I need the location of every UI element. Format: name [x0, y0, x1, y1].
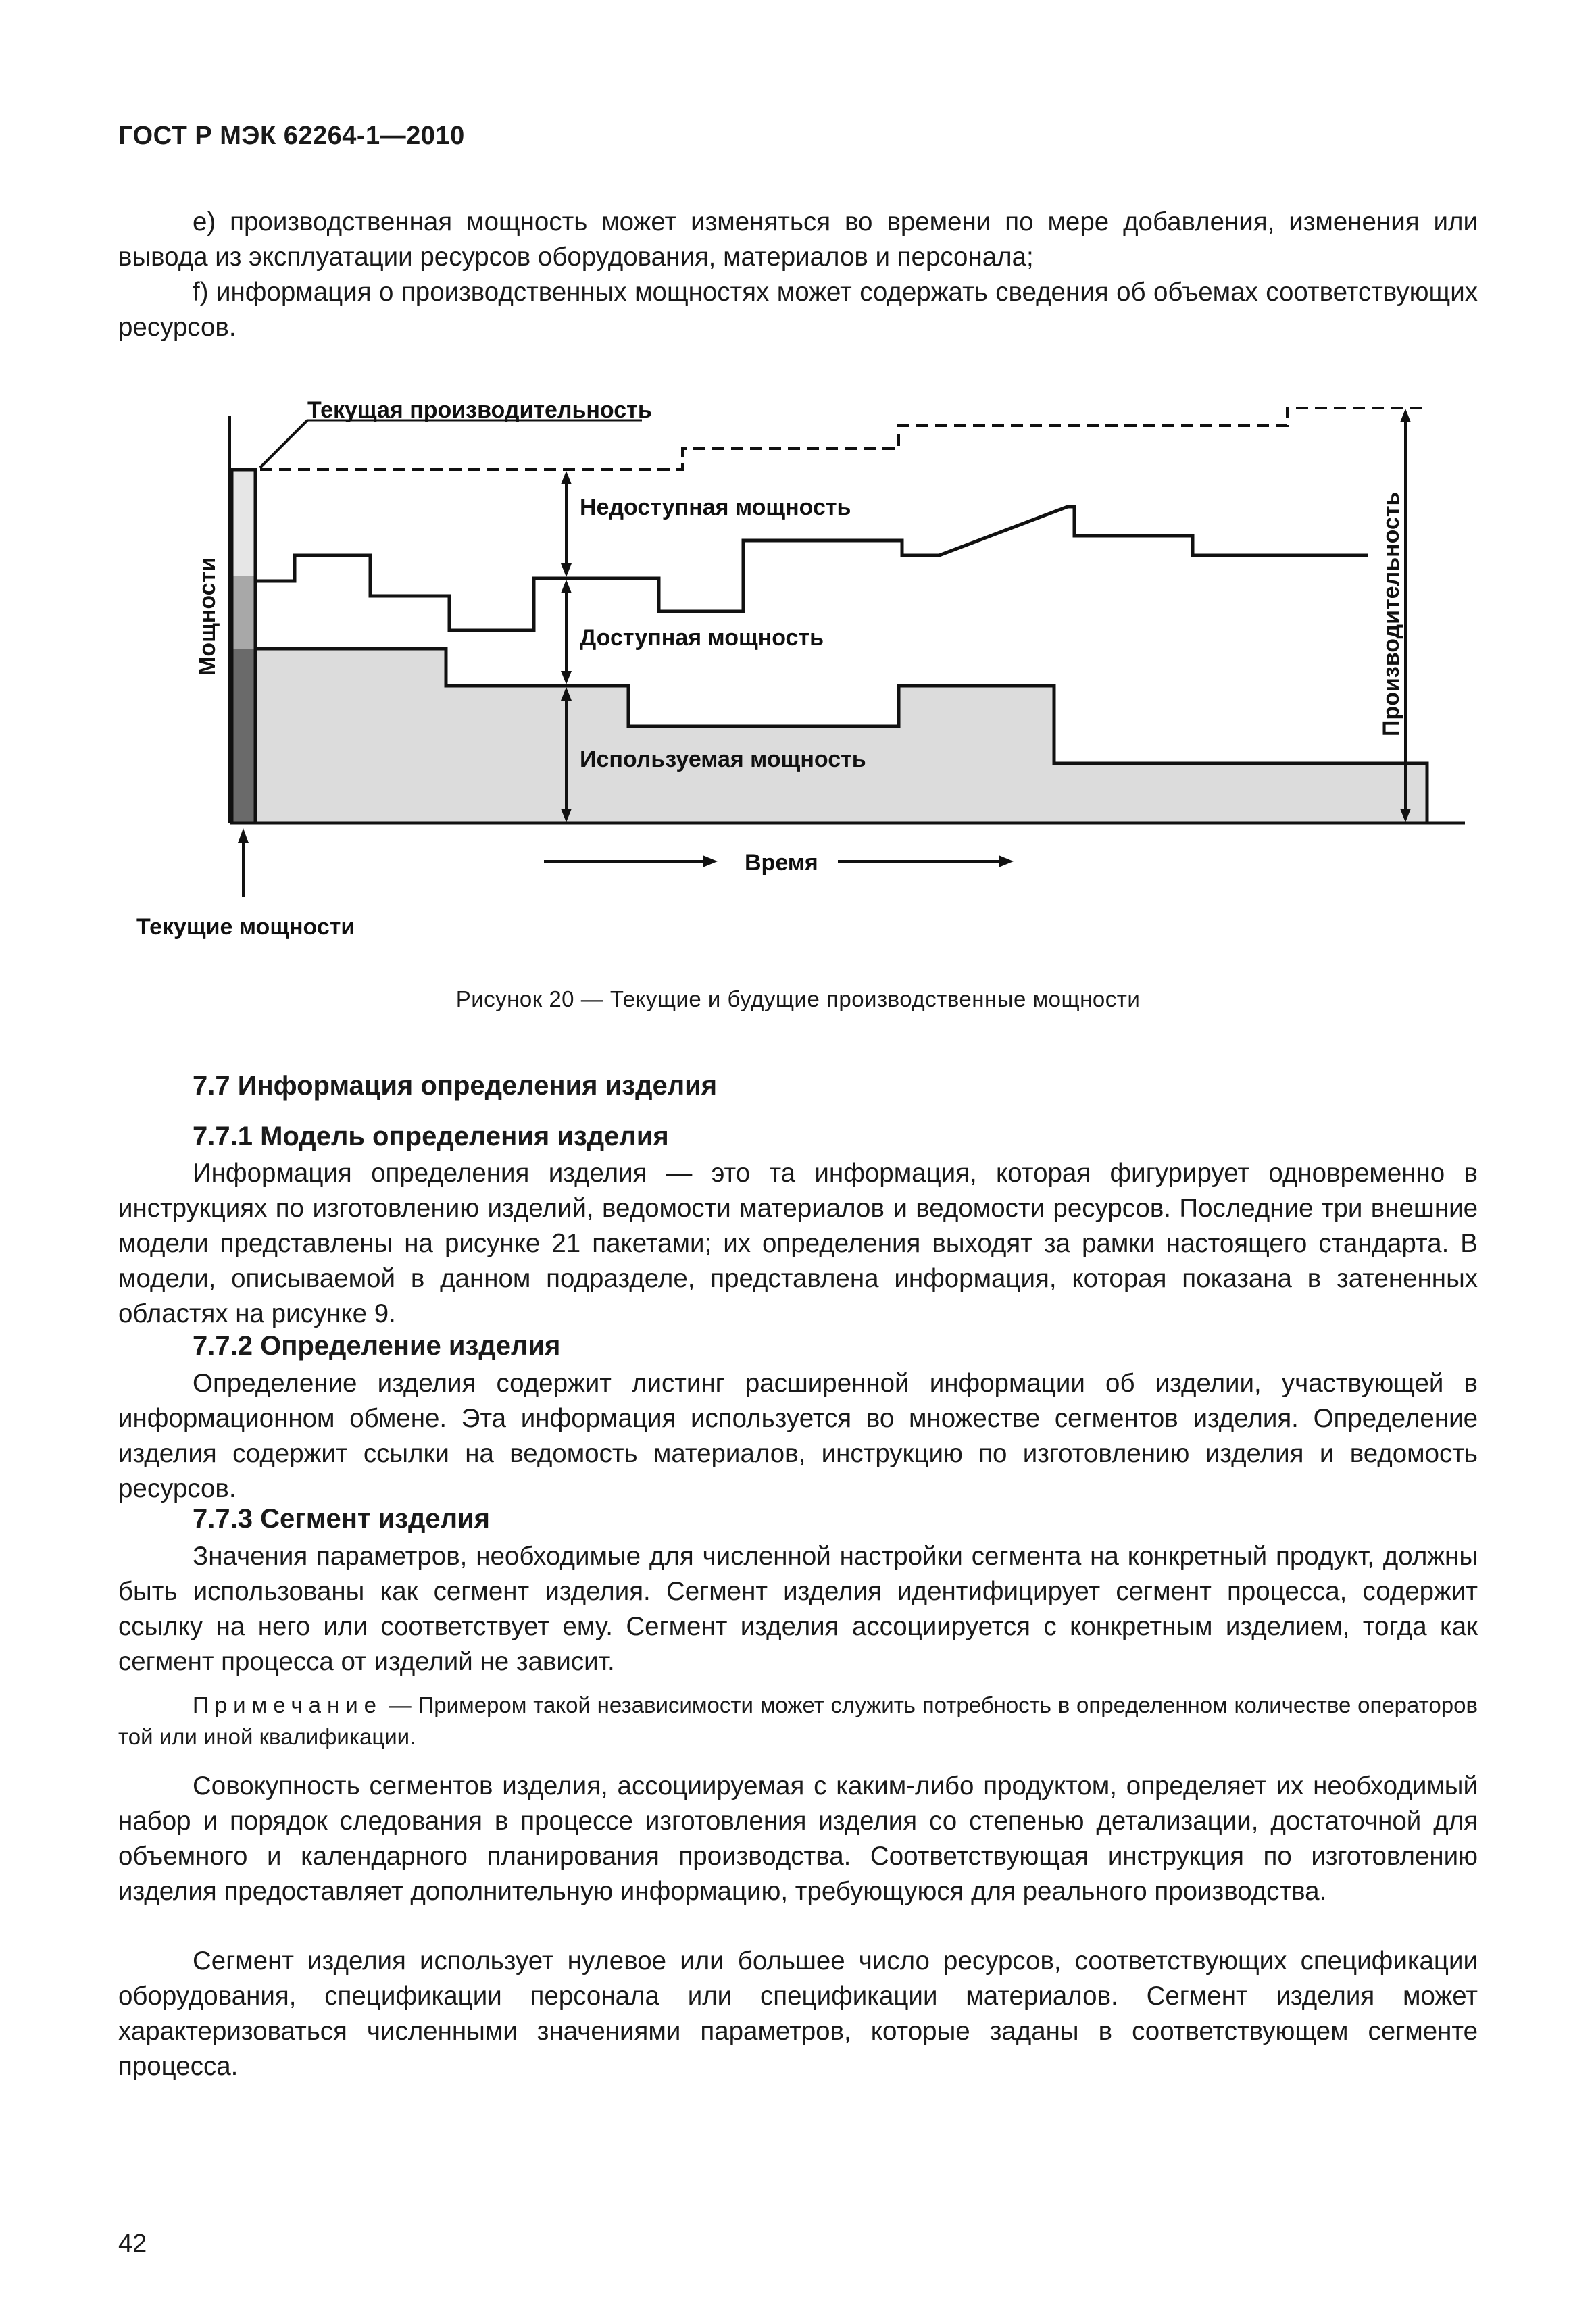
available-capacity-label: Доступная мощность [580, 625, 824, 651]
paragraph-item-f: f) информация о производственных мощностях может содержать сведения об объемах соответствующих ресурсов. [118, 278, 1478, 342]
time-arrow-left [544, 855, 718, 867]
performance-label-leader [260, 420, 307, 468]
current-bar-mid [232, 576, 255, 649]
note-block [118, 1689, 1478, 1753]
paragraph-product-segments: Совокупность сегментов изделия, ассоциируемая с каким-либо продуктом, определяет их необходимый набор и порядок следования в процессе изготовления изделия со степенью детализации, достаточной для объемного и календарного планирования производства. Соответствующая инструкция по изготовлению изделия предоставляет дополнительную информацию, требующуюся для реального производства. [118, 1771, 1478, 1906]
document-header: ГОСТ Р МЭК 62264-1—2010 [118, 122, 465, 150]
figure-caption: Рисунок 20 — Текущие и будущие производственные мощности [455, 986, 1141, 1011]
time-arrow-right [838, 855, 1014, 867]
used-capacity-label: Используемая мощность [580, 747, 866, 772]
paragraph-segment-resources: Сегмент изделия использует нулевое или большее число ресурсов, соответствующих спецификации оборудования, спецификации персонала или спецификации материалов. Сегмент изделия может характеризоваться численными значениями параметров, которые заданы в соответствующем сегменте процесса. [118, 1946, 1478, 2081]
note-text: — Примером такой независимости может служить потребность в определенном количестве операторов той или иной квалификации. [118, 1692, 1478, 1749]
used-capacity-area [255, 649, 1427, 823]
unavailable-capacity-label: Недоступная мощность [580, 495, 851, 520]
available-capacity-line [255, 507, 1368, 630]
capacity-axis-label: Мощности [195, 557, 220, 676]
time-label: Время [745, 850, 818, 876]
performance-axis-label: Производительность [1378, 491, 1404, 736]
section-7-7-heading: 7.7 Информация определения изделия [193, 1071, 718, 1101]
current-capacities-label: Текущие мощности [136, 914, 355, 940]
current-bar-light [232, 470, 255, 576]
capacity-figure [0, 0, 1596, 959]
note-label: Примечание [193, 1692, 383, 1717]
section-7-7-3-heading: 7.7.3 Сегмент изделия [193, 1504, 491, 1534]
available-dimension-arrow [561, 580, 572, 684]
section-7-7-3-text: Значения параметров, необходимые для численной настройки сегмента на конкретный продукт, должны быть использованы как сегмент изделия. Сегмент изделия идентифицирует сегмент процесса, содержит ссылку на него или соответствует ему. Сегмент изделия ассоциируется с конкретным изделием, тогда как сегмент процесса от изделий не зависит. [118, 1542, 1478, 1676]
section-7-7-2-text: Определение изделия содержит листинг расширенной информации об изделии, участвующей в информационном обмене. Эта информация используется во множестве сегментов изделия. Определение изделия содержит ссылки на ведомость материалов, инструкцию по изготовлению изделия и ведомость ресурсов. [118, 1369, 1478, 1503]
section-7-7-1-text: Информация определения изделия — это та информация, которая фигурирует одновременно в инструкциях по изготовлению изделий, ведомости материалов и ведомости ресурсов. Последние три внешние модели представлены на рисунке 21 пакетами; их определения выходят за рамки настоящего стандарта. В модели, описываемой в данном подразделе, представлена информация, которая показана в затененных областях на рисунке 9. [118, 1159, 1478, 1328]
section-7-7-2-heading: 7.7.2 Определение изделия [193, 1331, 561, 1361]
unavailable-dimension-arrow [561, 471, 572, 577]
section-7-7-1-heading: 7.7.1 Модель определения изделия [193, 1122, 669, 1151]
current-capacity-pointer [238, 828, 249, 897]
page-number: 42 [118, 2230, 147, 2258]
current-bar-dark [232, 649, 255, 823]
current-performance-label: Текущая производительность [307, 397, 652, 423]
paragraph-item-e: е) производственная мощность может изменяться во времени по мере добавления, изменения или вывода из эксплуатации ресурсов оборудования, материалов и персонала; [118, 207, 1478, 272]
